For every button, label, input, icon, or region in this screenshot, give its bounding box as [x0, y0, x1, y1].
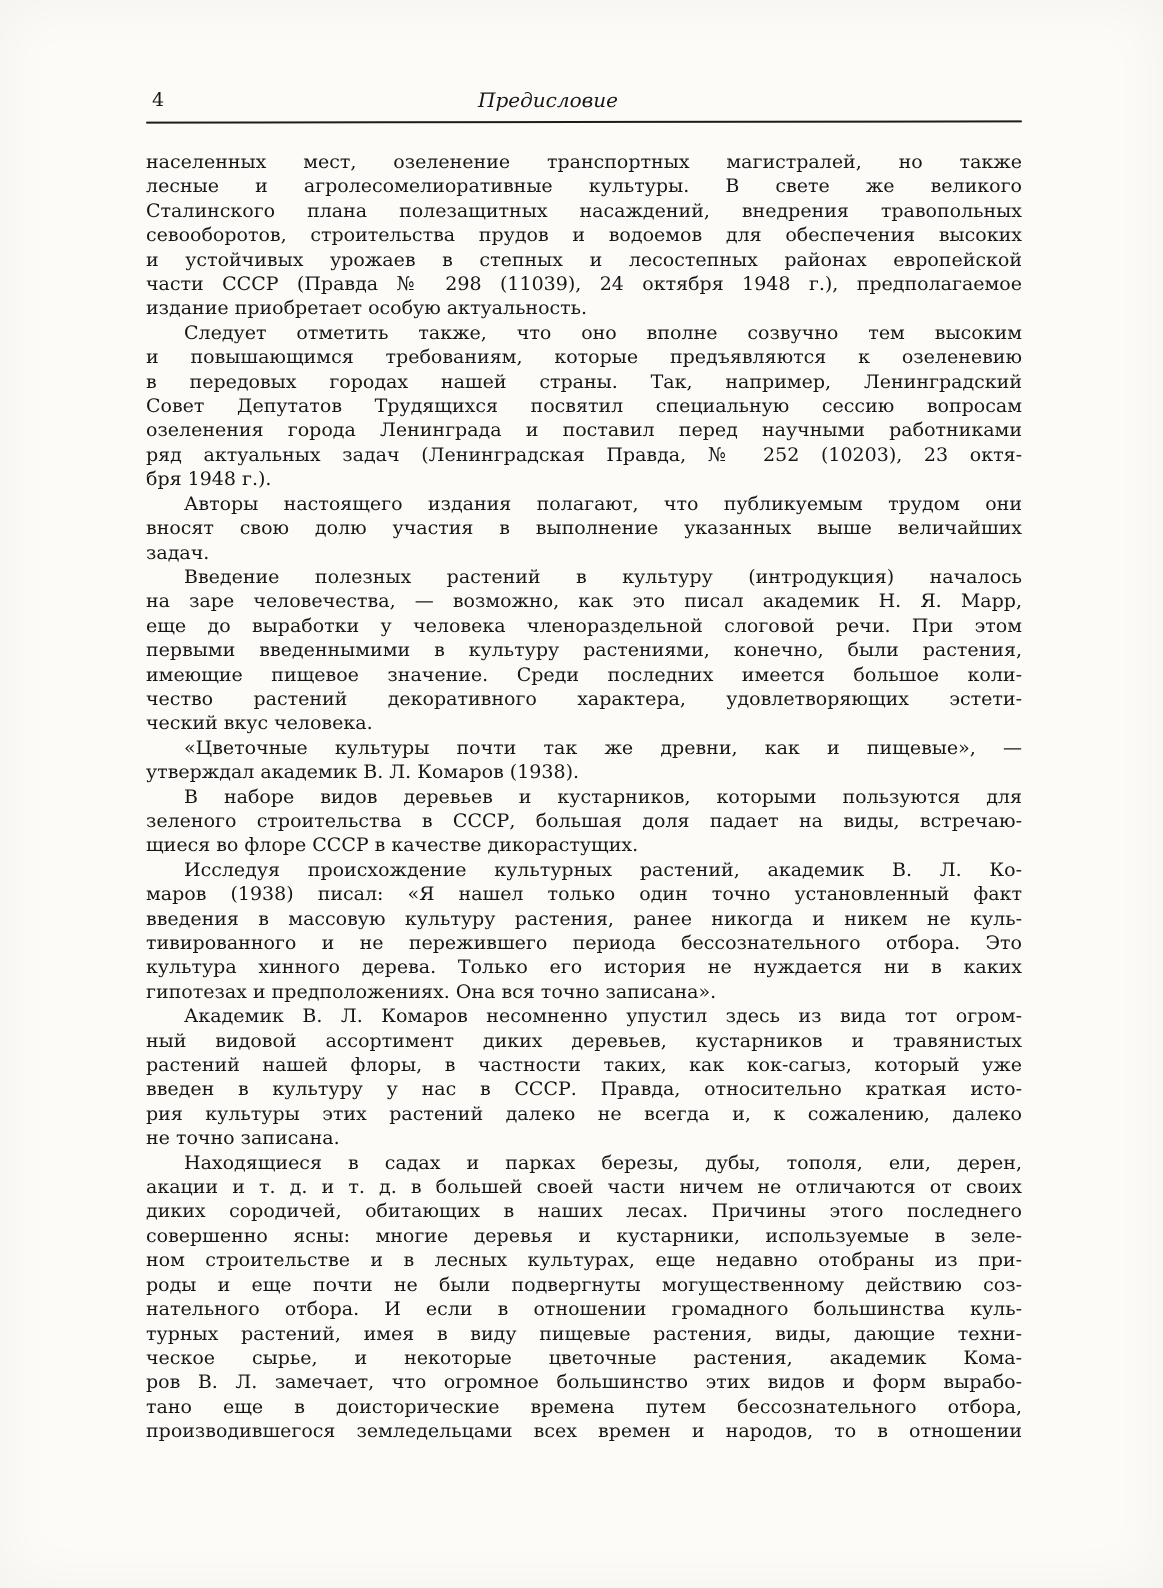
text-line: ряд актуальных задач (Ленинградская Правда, № 252 (10203), 23 октя-	[146, 443, 1022, 466]
text-line: введен в культуру у нас в СССР. Правда, относительно краткая исто-	[146, 1078, 1022, 1101]
text-line: Исследуя происхождение культурных растений, академик В. Л. Ко-	[184, 858, 1022, 881]
text-line: ров В. Л. замечает, что огромное большинство этих видов и форм вырабо-	[146, 1371, 1022, 1394]
paragraph	[146, 1004, 1022, 1150]
text-line: растений нашей флоры, в частности таких, как кок-сагыз, который уже	[146, 1054, 1022, 1077]
text-line: севооборотов, строительства прудов и водоемов для обеспечения высоких	[146, 224, 1022, 247]
text-line: и устойчивых урожаев в степных и лесостепных районах европейской	[146, 248, 1022, 271]
text-line: издание приобретает особую актуальность.	[146, 297, 588, 320]
text-line: совершенно ясны: многие деревья и кустарники, используемые в зеле-	[146, 1224, 1022, 1247]
text-line: «Цветочные культуры почти так же древни, как и пищевые», —	[184, 736, 1022, 759]
text-line: на заре человечества, — возможно, как это писал академик Н. Я. Марр,	[146, 590, 1022, 613]
paragraph	[146, 1151, 1022, 1444]
page-header	[146, 88, 1022, 114]
text-line: роды и еще почти не были подвергнуты могущественному действию соз-	[146, 1273, 1022, 1296]
text-line: гипотезах и предположениях. Она вся точно записана».	[146, 980, 717, 1003]
text-line: В наборе видов деревьев и кустарников, которыми пользуются для	[184, 785, 1022, 808]
page-number: 4	[152, 89, 165, 111]
text-line: чество растений декоративного характера, удовлетворяющих эстети-	[146, 687, 1022, 710]
header-rule	[146, 120, 1022, 123]
text-line: задач.	[146, 541, 210, 564]
text-line: Введение полезных растений в культуру (интродукция) началось	[184, 565, 1022, 588]
paragraph	[146, 150, 1022, 321]
text-line: ный видовой ассортимент диких деревьев, кустарников и травянистых	[146, 1029, 1022, 1052]
text-line: ном строительстве и в лесных культурах, еще недавно отобраны из при-	[146, 1249, 1022, 1272]
text-line: Находящиеся в садах и парках березы, дубы, тополя, ели, дерен,	[184, 1151, 1022, 1174]
text-line: тано еще в доисторические времена путем бессознательного отбора,	[146, 1395, 1022, 1418]
text-line: лесные и агролесомелиоративные культуры. В свете же великого	[146, 175, 1022, 198]
text-line: в передовых городах нашей страны. Так, например, Ленинградский	[146, 370, 1022, 393]
paragraph	[146, 736, 1022, 785]
text-line: щиеся во флоре СССР в качестве дикорастущих.	[146, 834, 639, 857]
text-line: Академик В. Л. Комаров несомненно упустил здесь из вида тот огром-	[184, 1005, 1022, 1028]
text-line: Сталинского плана полезащитных насаждений, внедрения травопольных	[146, 199, 1022, 222]
text-line: части СССР (Правда № 298 (11039), 24 октября 1948 г.), предполагаемое	[146, 273, 1022, 296]
paragraph	[146, 565, 1022, 736]
text-block	[146, 88, 1022, 1444]
text-line: ческое сырье, и некоторые цветочные растения, академик Кома-	[146, 1346, 1022, 1369]
text-line: Следует отметить также, что оно вполне созвучно тем высоким	[184, 321, 1022, 344]
running-title: Предисловие	[478, 88, 618, 112]
text-line: тивированного и не пережившего периода бессознательного отбора. Это	[146, 932, 1022, 954]
paragraph	[146, 858, 1022, 1004]
text-line: маров (1938) писал: «Я нашел только один точно установленный факт	[146, 883, 1022, 906]
text-line: диких сородичей, обитающих в наших лесах. Причины этого последнего	[146, 1200, 1022, 1223]
text-line: еще до выработки у человека членораздельной слоговой речи. При этом	[146, 614, 1022, 637]
text-line: культура хинного дерева. Только его история не нуждается ни в каких	[146, 956, 1022, 979]
text-line: вносят свою долю участия в выполнение указанных выше величайших	[146, 517, 1022, 540]
text-line: рия культуры этих растений далеко не всегда и, к сожалению, далеко	[146, 1102, 1022, 1125]
text-line: Совет Депутатов Трудящихся посвятил специальную сессию вопросам	[146, 395, 1022, 418]
text-line: нательного отбора. И если в отношении громадного большинства куль-	[146, 1298, 1022, 1321]
text-line: утверждал академик В. Л. Комаров (1938).	[146, 761, 580, 784]
text-line: ческий вкус человека.	[146, 712, 373, 735]
text-line: акации и т. д. и т. д. в большей своей части ничем не отличаются от своих	[146, 1176, 1022, 1199]
body-text	[146, 150, 1022, 1444]
text-line: бря 1948 г.).	[146, 468, 272, 491]
text-line: производившегося земледельцами всех времен и народов, то в отношении	[146, 1420, 1022, 1443]
text-line: зеленого строительства в СССР, большая доля падает на виды, встречаю-	[146, 809, 1022, 832]
text-line: озеленения города Ленинграда и поставил перед научными работниками	[146, 419, 1022, 442]
paragraph	[146, 492, 1022, 565]
text-line: населенных мест, озеленение транспортных магистралей, но также	[146, 151, 1022, 173]
paragraph	[146, 321, 1022, 492]
text-line: первыми введеннымими в культуру растениями, конечно, были растения,	[146, 639, 1022, 662]
text-line: не точно записана.	[146, 1127, 340, 1150]
text-line: имеющие пищевое значение. Среди последних имеется большое коли-	[146, 663, 1022, 686]
text-line: Авторы настоящего издания полагают, что публикуемым трудом они	[184, 492, 1022, 515]
text-line: и повышающимся требованиям, которые предъявляются к озеленевию	[146, 346, 1022, 369]
text-line: турных растений, имея в виду пищевые растения, виды, дающие техни-	[146, 1322, 1022, 1345]
text-line: введения в массовую культуру растения, ранее никогда и никем не куль-	[146, 907, 1022, 930]
paragraph	[146, 785, 1022, 858]
